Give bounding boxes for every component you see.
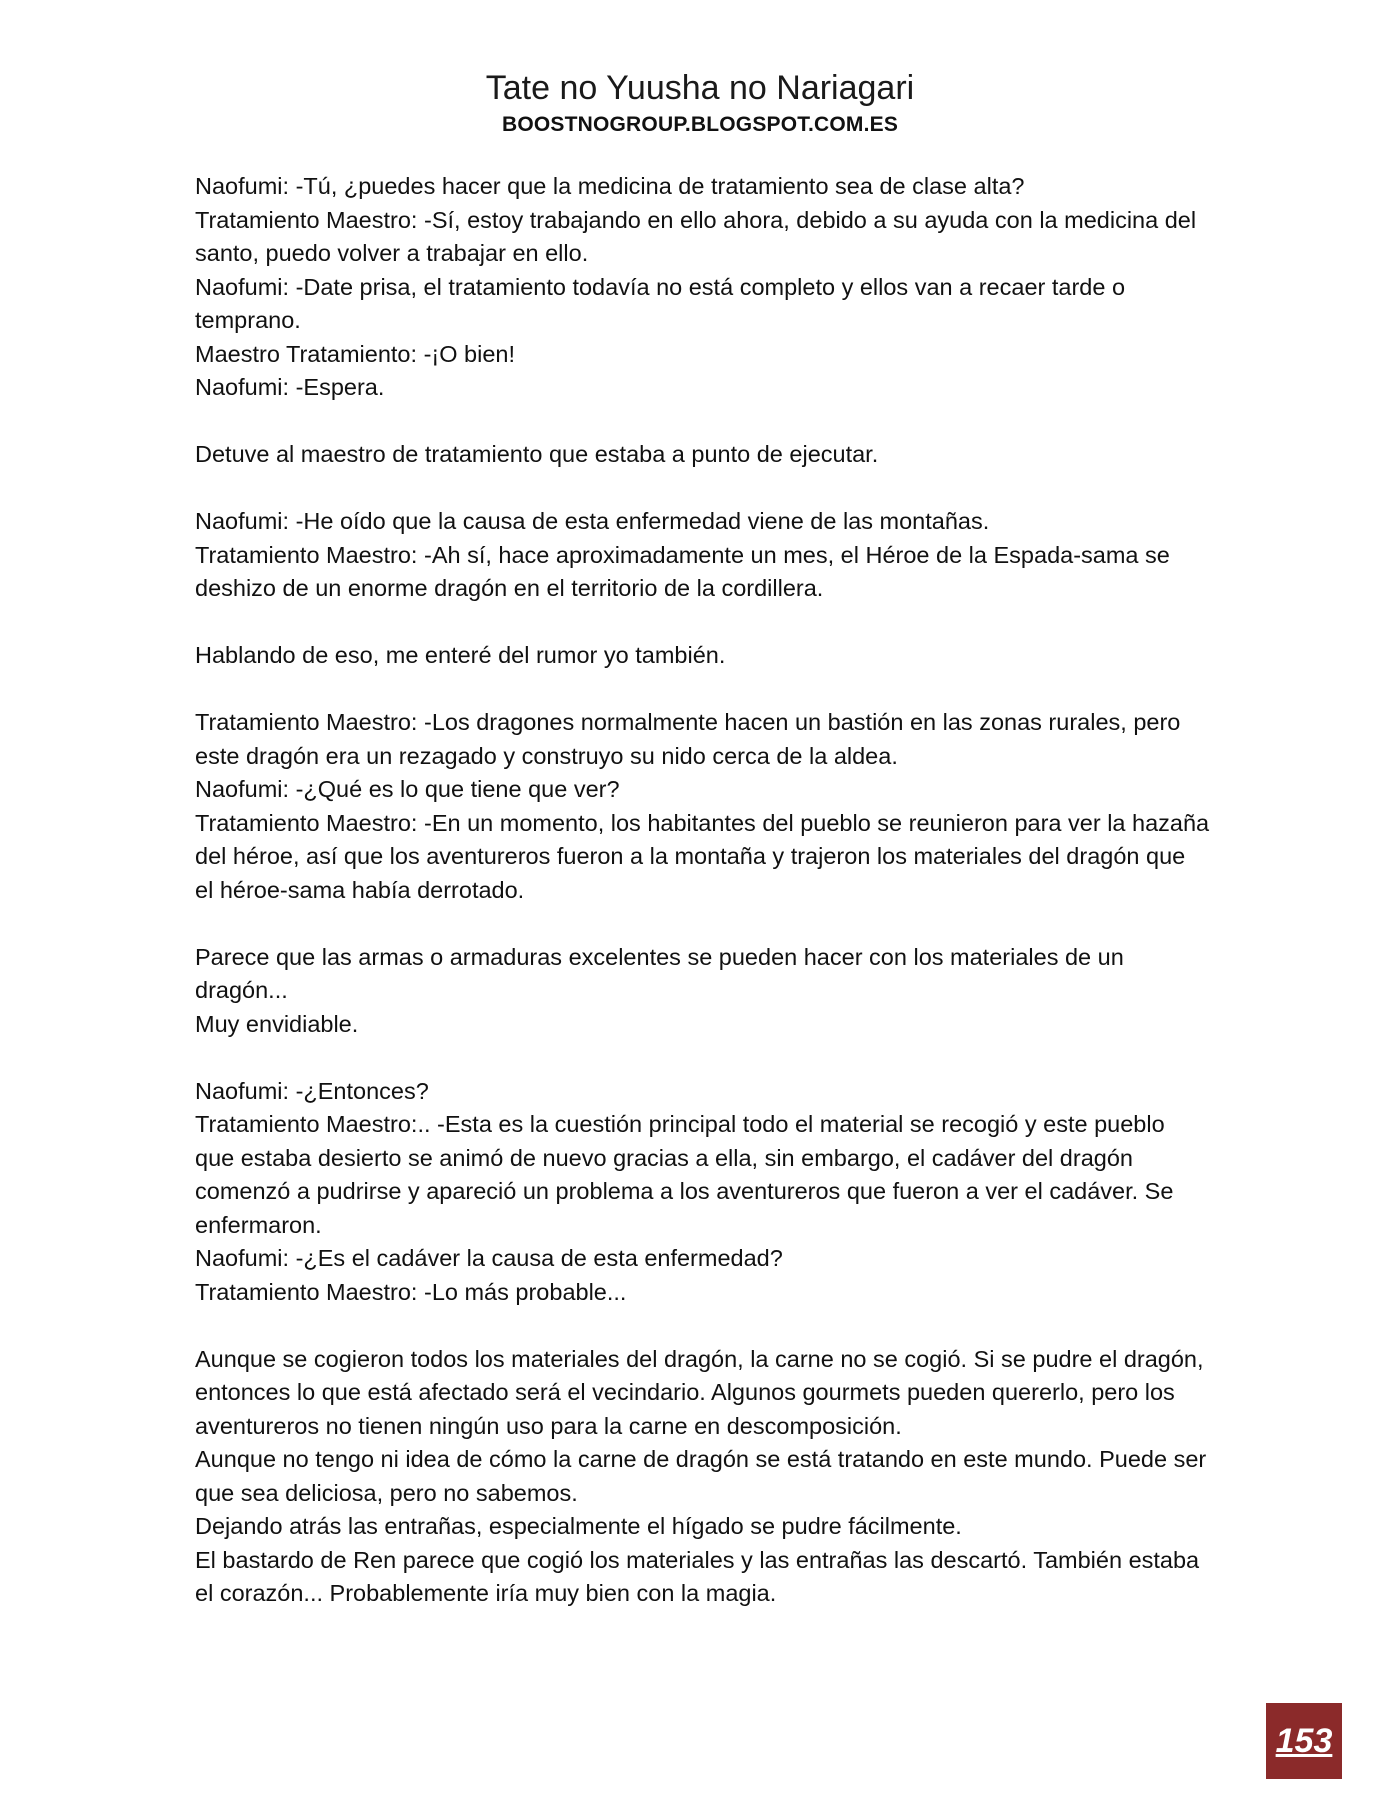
paragraph: Tratamiento Maestro: -Lo más probable...	[195, 1278, 627, 1305]
paragraph: Tratamiento Maestro: -Ah sí, hace aproximadamente un mes, el Héroe de la Espada-sama se deshizo de un enorme dragón en el territorio de la cordillera.	[195, 541, 1177, 601]
paragraph: Tratamiento Maestro: -Los dragones normalmente hacen un bastión en las zonas rurales, pero este dragón era un rezagado y construyo su nido cerca de la aldea.	[195, 709, 1187, 769]
book-title: Tate no Yuusha no Nariagari	[485, 69, 915, 107]
paragraph: Aunque no tengo ni idea de cómo la carne de dragón se está tratando en este mundo. Puede ser que sea deliciosa, pero no sabemos.	[195, 1446, 1213, 1506]
paragraph: Naofumi: -Espera.	[195, 374, 385, 400]
paragraph: Hablando de eso, me enteré del rumor yo también.	[195, 642, 726, 668]
paragraph: Tratamiento Maestro: -Sí, estoy trabajando en ello ahora, debido a su ayuda con la medicina del santo, puedo volver a trabajar en ello.	[195, 206, 1203, 266]
paragraph: Muy envidiable.	[195, 1010, 359, 1037]
site-url: BOOSTNOGROUP.BLOGSPOT.COM.ES	[501, 113, 899, 136]
blank-line	[195, 1041, 1210, 1075]
paragraph: El bastardo de Ren parece que cogió los materiales y las entrañas las descartó. También estaba el corazón... Probablemente iría muy bien con la magia.	[195, 1546, 1206, 1606]
paragraph: Naofumi: -Tú, ¿puedes hacer que la medicina de tratamiento sea de clase alta?	[195, 173, 1025, 199]
blank-line	[195, 907, 1210, 941]
paragraph: Tratamiento Maestro:.. -Esta es la cuestión principal todo el material se recogió y este pueblo que estaba desierto se animó de nuevo gracias a ella, sin embargo, el cadáver del dragón comenzó a pudrirse y apareció un problema a los aventureros que fueron a ver el cadáver. Se enfermaron.	[195, 1111, 1180, 1238]
paragraph: Parece que las armas o armaduras excelentes se pueden hacer con los materiales de un dragón...	[195, 943, 1131, 1003]
paragraph: Naofumi: -Date prisa, el tratamiento todavía no está completo y ellos van a recaer tarde o temprano.	[195, 273, 1132, 333]
paragraph: Tratamiento Maestro: -En un momento, los habitantes del pueblo se reunieron para ver la hazaña del héroe, así que los aventureros fueron a la montaña y trajeron los materiales del dragón que el héroe-sama había derrotado.	[195, 809, 1216, 903]
paragraph: Dejando atrás las entrañas, especialmente el hígado se pudre fácilmente.	[195, 1513, 962, 1539]
page-header	[0, 66, 1400, 140]
paragraph: Naofumi: -¿Entonces?	[195, 1077, 429, 1104]
blank-line	[195, 1309, 1210, 1343]
paragraph: Naofumi: -¿Qué es lo que tiene que ver?	[195, 776, 620, 802]
paragraph: Aunque se cogieron todos los materiales del dragón, la carne no se cogió. Si se pudre el dragón, entonces lo que está afectado será el vecindario. Algunos gourmets pueden quererlo, pero los aventureros no tienen ningún uso para la carne en descomposición.	[195, 1345, 1211, 1439]
paragraph: Naofumi: -¿Es el cadáver la causa de esta enfermedad?	[195, 1245, 783, 1271]
page-number-badge: 153	[1266, 1703, 1342, 1779]
blank-line	[195, 472, 1210, 506]
blank-line	[195, 405, 1210, 439]
paragraph: Naofumi: -He oído que la causa de esta enfermedad viene de las montañas.	[195, 508, 990, 534]
page-body	[195, 170, 1216, 1611]
paragraph: Detuve al maestro de tratamiento que estaba a punto de ejecutar.	[195, 441, 879, 467]
blank-line	[195, 673, 1210, 707]
blank-line	[195, 606, 1210, 640]
paragraph: Maestro Tratamiento: -¡O bien!	[195, 340, 515, 367]
